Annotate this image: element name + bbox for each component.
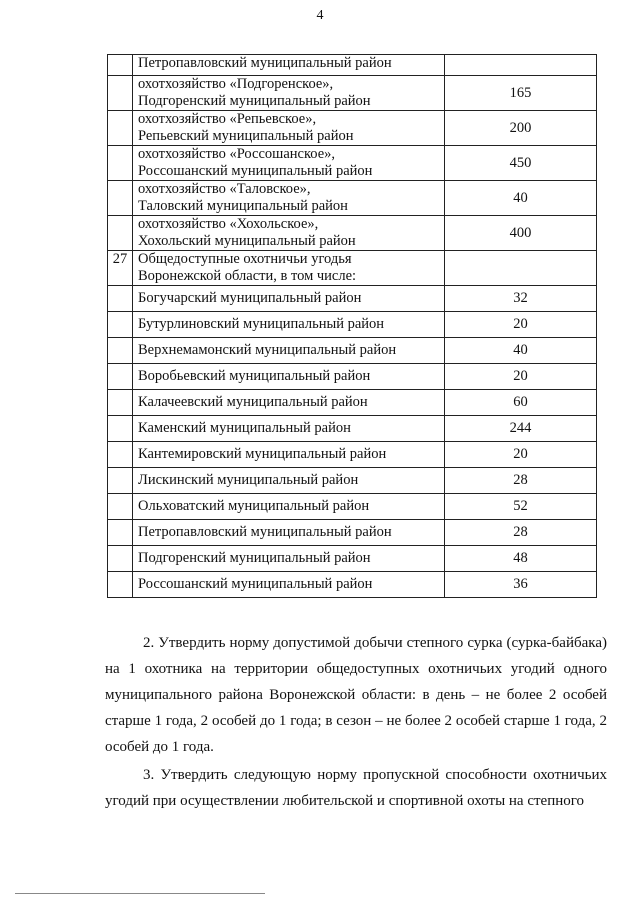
territory-name-cell [133, 146, 445, 181]
territory-name-line: Каменский муниципальный район [138, 420, 351, 436]
territory-name-cell [133, 181, 445, 216]
page-number: 4 [316, 8, 324, 23]
table-row [108, 312, 597, 338]
table-row [108, 546, 597, 572]
territory-name-line: Верхнемамонский муниципальный район [138, 342, 397, 358]
territory-name-line: Подгоренский муниципальный район [138, 93, 371, 109]
quota-value-cell [445, 251, 597, 286]
quota-value-cell: 28 [445, 520, 597, 546]
territory-name-line: Воробьевский муниципальный район [138, 368, 371, 384]
row-number-cell [108, 364, 133, 390]
quota-value-cell: 20 [445, 312, 597, 338]
paragraph-3-text: 3. Утвердить следующую норму пропускной способности охотничьих угодий при осуществлении любительской и спортивной охоты на степного [105, 767, 607, 809]
territory-name-line: охотхозяйство «Таловское», [138, 181, 311, 197]
quota-value-cell: 244 [445, 416, 597, 442]
row-number-cell [108, 312, 133, 338]
quota-value-cell: 36 [445, 572, 597, 598]
row-number-cell [108, 416, 133, 442]
table-row [108, 390, 597, 416]
quota-value-cell: 20 [445, 442, 597, 468]
territory-name-line: охотхозяйство «Хохольское», [138, 216, 319, 232]
territory-name-cell [133, 546, 445, 572]
territory-name-line: Таловский муниципальный район [138, 198, 348, 214]
territory-name-line: охотхозяйство «Россошанское», [138, 146, 336, 162]
row-number-cell: 27 [108, 251, 133, 286]
territory-name-line: Репьевский муниципальный район [138, 128, 354, 144]
quota-value-cell: 28 [445, 468, 597, 494]
row-number-cell [108, 520, 133, 546]
table-row [108, 338, 597, 364]
row-number-cell [108, 442, 133, 468]
territory-name-cell [133, 312, 445, 338]
row-number-cell [108, 55, 133, 76]
table-row [108, 364, 597, 390]
territory-name-cell [133, 111, 445, 146]
table-row [108, 111, 597, 146]
territory-name-cell [133, 338, 445, 364]
territory-name-line: Общедоступные охотничьи угодья [138, 251, 352, 267]
table-row [108, 416, 597, 442]
table-row [108, 286, 597, 312]
table-body [108, 55, 597, 598]
territory-name-cell [133, 416, 445, 442]
territory-name-cell [133, 216, 445, 251]
territory-name-cell [133, 494, 445, 520]
row-number-cell [108, 338, 133, 364]
quota-value-cell: 32 [445, 286, 597, 312]
quota-value-cell: 48 [445, 546, 597, 572]
table-row [108, 146, 597, 181]
table-row [108, 494, 597, 520]
hunting-quota-table [107, 54, 597, 598]
quota-value-cell: 40 [445, 181, 597, 216]
territory-name-line: охотхозяйство «Подгоренское», [138, 76, 334, 92]
quota-value-cell: 20 [445, 364, 597, 390]
territory-name-line: Россошанский муниципальный район [138, 163, 373, 179]
territory-name-cell [133, 442, 445, 468]
quota-value-cell: 52 [445, 494, 597, 520]
territory-name-line: Петропавловский муниципальный район [138, 55, 392, 71]
table-row [108, 572, 597, 598]
paragraph-2-text: 2. Утвердить норму допустимой добычи степного сурка (сурка-байбака) на 1 охотника на территории общедоступных охотничьих угодий одного муниципального района Воронежской области: в день – не более 2 особей старше 1 года, 2 особей до 1 года; в сезон – не более 2 особей старше 1 года, 2 особей до 1 года. [105, 635, 607, 755]
territory-name-line: Лискинский муниципальный район [138, 472, 359, 488]
table-row [108, 181, 597, 216]
table-row [108, 442, 597, 468]
territory-name-line: Петропавловский муниципальный район [138, 524, 392, 540]
row-number-cell [108, 286, 133, 312]
territory-name-line: Подгоренский муниципальный район [138, 550, 371, 566]
table-row [108, 216, 597, 251]
row-number-cell [108, 181, 133, 216]
quota-value-cell: 40 [445, 338, 597, 364]
row-number-cell [108, 111, 133, 146]
territory-name-line: Кантемировский муниципальный район [138, 446, 387, 462]
territory-name-line: охотхозяйство «Репьевское», [138, 111, 317, 127]
row-number-cell [108, 390, 133, 416]
territory-name-cell [133, 251, 445, 286]
territory-name-cell [133, 286, 445, 312]
quota-value-cell [445, 55, 597, 76]
quota-value-cell: 165 [445, 76, 597, 111]
territory-name-line: Богучарский муниципальный район [138, 290, 362, 306]
row-number-cell [108, 572, 133, 598]
quota-value-cell: 400 [445, 216, 597, 251]
territory-name-cell [133, 520, 445, 546]
paragraph-3 [105, 762, 607, 814]
quota-value-cell: 60 [445, 390, 597, 416]
table-row [108, 468, 597, 494]
row-number-cell [108, 494, 133, 520]
table-row [108, 55, 597, 76]
territory-name-line: Бутурлиновский муниципальный район [138, 316, 385, 332]
territory-name-cell [133, 468, 445, 494]
territory-name-cell [133, 364, 445, 390]
quota-value-cell: 200 [445, 111, 597, 146]
footer-rule [15, 893, 265, 894]
paragraph-2 [105, 630, 607, 760]
quota-value-cell: 450 [445, 146, 597, 181]
table-row [108, 520, 597, 546]
territory-name-line: Воронежской области, в том числе: [138, 268, 357, 284]
territory-name-cell [133, 572, 445, 598]
territory-name-cell [133, 390, 445, 416]
territory-name-line: Ольховатский муниципальный район [138, 498, 370, 514]
row-number-cell [108, 146, 133, 181]
territory-name-line: Россошанский муниципальный район [138, 576, 373, 592]
table-row [108, 76, 597, 111]
row-number-cell [108, 216, 133, 251]
row-number-cell [108, 468, 133, 494]
territory-name-line: Хохольский муниципальный район [138, 233, 356, 249]
row-number-cell [108, 546, 133, 572]
territory-name-line: Калачеевский муниципальный район [138, 394, 368, 410]
row-number-cell [108, 76, 133, 111]
table-row [108, 251, 597, 286]
territory-name-cell [133, 55, 445, 76]
territory-name-cell [133, 76, 445, 111]
